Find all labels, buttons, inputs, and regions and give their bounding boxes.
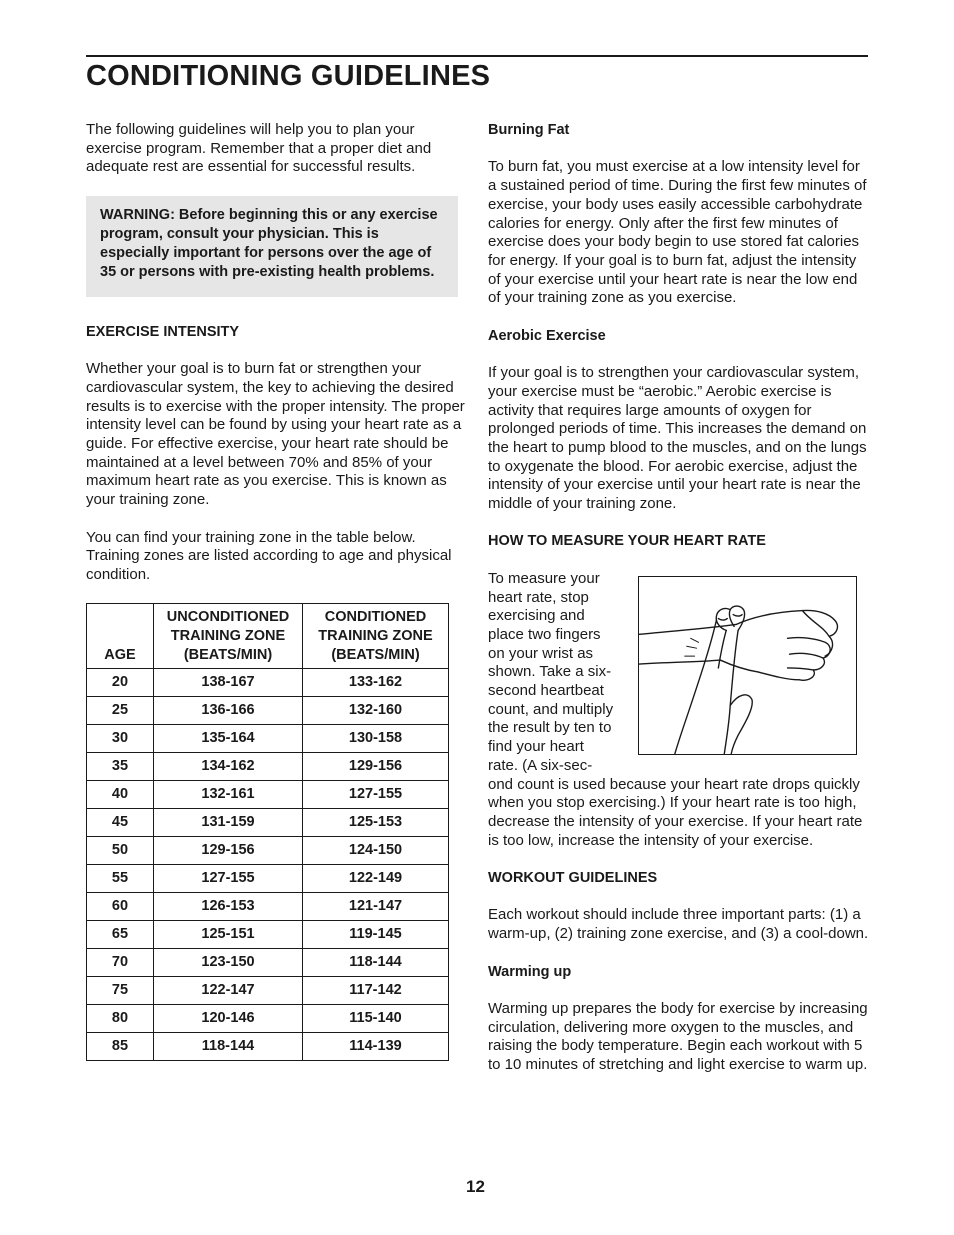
top-rule bbox=[86, 55, 868, 57]
unconditioned-cell: 125-151 bbox=[154, 921, 303, 949]
warming-up-paragraph: Warming up prepares the body for exercise by increasing circulation, delivering more oxygen to the muscles, and raising the body temperature. Begin each workout with 5 to 10 minutes of stretching and light exercise to warm up. bbox=[488, 999, 868, 1074]
unconditioned-cell: 136-166 bbox=[154, 697, 303, 725]
conditioned-cell: 127-155 bbox=[303, 781, 449, 809]
workout-guidelines-paragraph: Each workout should include three important parts: (1) a warm-up, (2) training zone exercise, and (3) a cool-down. bbox=[488, 906, 869, 943]
training-zone-table bbox=[86, 603, 449, 1061]
unconditioned-cell: 131-159 bbox=[154, 809, 303, 837]
page-title: CONDITIONING GUIDELINES bbox=[86, 60, 491, 92]
conditioned-cell: 133-162 bbox=[303, 669, 449, 697]
table-row bbox=[87, 865, 449, 893]
intro-paragraph: The following guidelines will help you to plan your exercise program. Remember that a proper diet and adequate rest are essential for successful results. bbox=[86, 121, 432, 176]
unconditioned-cell: 135-164 bbox=[154, 725, 303, 753]
aerobic-exercise-heading: Aerobic Exercise bbox=[488, 327, 606, 344]
table-row bbox=[87, 753, 449, 781]
conditioned-cell: 129-156 bbox=[303, 753, 449, 781]
wrist-pulse-illustration bbox=[638, 576, 857, 755]
conditioned-cell: 114-139 bbox=[303, 1033, 449, 1061]
age-cell: 35 bbox=[87, 753, 154, 781]
unconditioned-cell: 120-146 bbox=[154, 1005, 303, 1033]
age-cell: 45 bbox=[87, 809, 154, 837]
warming-up-heading: Warming up bbox=[488, 963, 572, 980]
age-cell: 25 bbox=[87, 697, 154, 725]
unconditioned-cell: 138-167 bbox=[154, 669, 303, 697]
heart-rate-heading: HOW TO MEASURE YOUR HEART RATE bbox=[488, 533, 766, 550]
intensity-paragraph-2: You can find your training zone in the table below. Training zones are listed according to age and physical condition. bbox=[86, 528, 452, 583]
table-row bbox=[87, 837, 449, 865]
aerobic-exercise-paragraph: If your goal is to strengthen your cardiovascular system, your exercise must be “aerobic.” Aerobic exercise is activity that requires large amounts of oxygen for prolonged periods of time. This increases the demand on the heart to pump blood to the muscles, and on the lungs to oxygenate the blood. For aerobic exercise, adjust the intensity of your exercise until your heart rate is near the middle of your training zone. bbox=[488, 364, 867, 513]
table-row bbox=[87, 949, 449, 977]
age-cell: 50 bbox=[87, 837, 154, 865]
unconditioned-cell: 132-161 bbox=[154, 781, 303, 809]
table-header-row bbox=[87, 604, 449, 669]
burning-fat-heading: Burning Fat bbox=[488, 122, 570, 138]
hand-on-wrist-icon bbox=[639, 577, 856, 754]
age-cell: 85 bbox=[87, 1033, 154, 1061]
conditioned-cell: 121-147 bbox=[303, 893, 449, 921]
age-cell: 30 bbox=[87, 725, 154, 753]
table-row bbox=[87, 977, 449, 1005]
intensity-paragraph-1: Whether your goal is to burn fat or strengthen your cardiovascular system, the key to achieving the desired results is to exercise with the proper intensity. The proper intensity level can be found by using your heart rate as a guide. For effective exercise, your heart rate should be maintained at a level between 70% and 85% of your maximum heart rate as you exercise. This is known as your training zone. bbox=[86, 360, 465, 509]
conditioned-cell: 117-142 bbox=[303, 977, 449, 1005]
conditioned-header: CONDITIONED TRAINING ZONE (BEATS/MIN) bbox=[303, 604, 449, 669]
table-row bbox=[87, 893, 449, 921]
unconditioned-cell: 129-156 bbox=[154, 837, 303, 865]
age-cell: 65 bbox=[87, 921, 154, 949]
conditioned-cell: 124-150 bbox=[303, 837, 449, 865]
table-row bbox=[87, 697, 449, 725]
conditioned-cell: 122-149 bbox=[303, 865, 449, 893]
unconditioned-header: UNCONDITIONED TRAINING ZONE (BEATS/MIN) bbox=[154, 604, 303, 669]
age-cell: 70 bbox=[87, 949, 154, 977]
age-cell: 75 bbox=[87, 977, 154, 1005]
conditioned-cell: 118-144 bbox=[303, 949, 449, 977]
age-cell: 40 bbox=[87, 781, 154, 809]
conditioned-cell: 125-153 bbox=[303, 809, 449, 837]
unconditioned-cell: 122-147 bbox=[154, 977, 303, 1005]
workout-guidelines-heading: WORKOUT GUIDELINES bbox=[488, 870, 658, 887]
conditioned-cell: 132-160 bbox=[303, 697, 449, 725]
unconditioned-cell: 134-162 bbox=[154, 753, 303, 781]
conditioned-cell: 130-158 bbox=[303, 725, 449, 753]
burning-fat-paragraph: To burn fat, you must exercise at a low intensity level for a sustained period of time. During the first few minutes of exercise, your body uses easily accessible carbohydrate calories for energy. Only after the first few minutes of exercise does your body begin to use stored fat calories for energy. If your goal is to burn fat, adjust the intensity of your exercise until your heart rate is near the low end of your training zone as you exercise. bbox=[488, 158, 867, 307]
table-row bbox=[87, 725, 449, 753]
age-cell: 55 bbox=[87, 865, 154, 893]
age-cell: 80 bbox=[87, 1005, 154, 1033]
unconditioned-cell: 126-153 bbox=[154, 893, 303, 921]
conditioned-cell: 115-140 bbox=[303, 1005, 449, 1033]
unconditioned-cell: 123-150 bbox=[154, 949, 303, 977]
age-cell: 20 bbox=[87, 669, 154, 697]
heart-rate-full-text: ond count is used because your heart rate drops quickly when you stop exercising.) If your heart rate is too high, decrease the intensity of your exercise. If your heart rate is too low, increase the intensity of your exercise. bbox=[488, 775, 863, 849]
table-row bbox=[87, 1005, 449, 1033]
table-row bbox=[87, 1033, 449, 1061]
warning-box: WARNING: Before beginning this or any exercise program, consult your physician. This is especially important for persons over the age of 35 or persons with pre-existing health problems. bbox=[86, 196, 458, 297]
page-number: 12 bbox=[466, 1177, 485, 1196]
right-column bbox=[488, 121, 872, 1093]
table-row bbox=[87, 809, 449, 837]
exercise-intensity-heading: EXERCISE INTENSITY bbox=[86, 323, 240, 340]
heart-rate-section bbox=[488, 570, 872, 851]
conditioned-cell: 119-145 bbox=[303, 921, 449, 949]
age-cell: 60 bbox=[87, 893, 154, 921]
unconditioned-cell: 127-155 bbox=[154, 865, 303, 893]
unconditioned-cell: 118-144 bbox=[154, 1033, 303, 1061]
table-row bbox=[87, 669, 449, 697]
heart-rate-side-text: To measure your heart rate, stop exercising and place two fingers on your wrist as shown. Take a six-second heartbeat count, and multiply the result by ten to find your heart rate. (A six-sec- bbox=[488, 569, 614, 774]
age-header: AGE bbox=[87, 604, 154, 669]
table-row bbox=[87, 781, 449, 809]
table-row bbox=[87, 921, 449, 949]
left-column bbox=[86, 121, 468, 1061]
